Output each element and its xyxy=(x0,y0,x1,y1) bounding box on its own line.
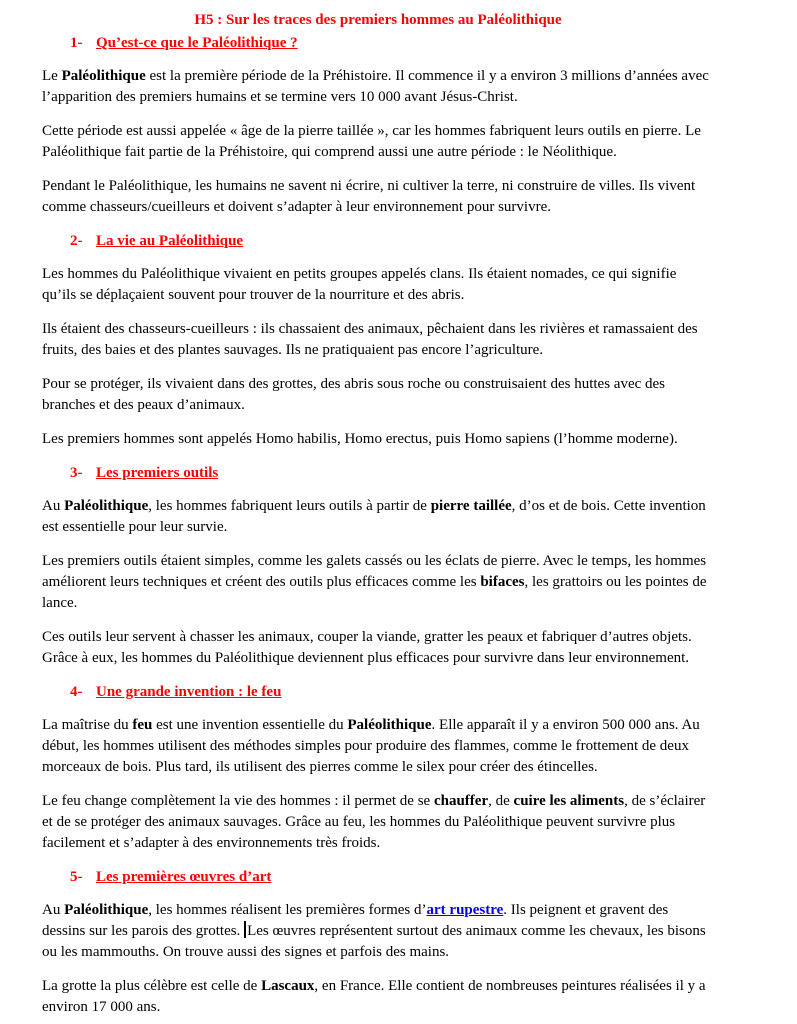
bold-text: bifaces xyxy=(480,574,525,590)
paragraph xyxy=(42,429,714,450)
bold-text: cuire les aliments xyxy=(513,793,625,809)
body-text: Les premiers outils étaient simples, comme les galets cassés ou les éclats de pierre. Avec le temps, les hommes améliorent leurs techniques et créent des outils plus efficaces comme les xyxy=(42,553,707,590)
body-text: . Elle apparaît il y a environ 500 000 ans. Au début, les hommes utilisent des méthodes simples pour produire des flammes, comme le frottement de deux morceaux de bois. Plus tard, ils utilisent des pierres comme le silex pour créer des étincelles. xyxy=(42,717,700,775)
body-text: Au xyxy=(42,498,65,514)
body-text: est la première période de la Préhistoire. Il commence il y a environ 3 millions d’années avec l’apparition des premiers humains et se termine vers 10 000 avant Jésus-Christ. xyxy=(42,68,709,105)
section-heading-4 xyxy=(42,682,714,703)
body-text: , de xyxy=(488,793,514,809)
paragraph xyxy=(42,715,714,778)
body-text: , en France. Elle contient de nombreuses peintures réalisées il y a environ 17 000 ans. xyxy=(42,978,706,1015)
bold-text: chauffer xyxy=(433,793,489,809)
section-title: Les premières œuvres d’art xyxy=(96,869,272,885)
body-text: Ils étaient des chasseurs-cueilleurs : ils chassaient des animaux, pêchaient dans les rivières et ramassaient des fruits, des baies et des plantes sauvages. Ils ne pratiquaient pas encore l’agriculture. xyxy=(42,321,698,358)
paragraph xyxy=(42,374,714,416)
bold-text: feu xyxy=(132,717,153,733)
section-number: 4- xyxy=(70,684,83,700)
section-number: 3- xyxy=(70,465,83,481)
bold-text: Paléolithique xyxy=(347,717,432,733)
body-text: , d’os et de bois. Cette invention est essentielle pour leur survie. xyxy=(42,498,706,535)
body-text: , les grattoirs ou les pointes de lance. xyxy=(42,574,707,611)
body-text: Le feu change complètement la vie des hommes : il permet de se xyxy=(42,793,434,809)
section-title: Qu’est-ce que le Paléolithique ? xyxy=(96,35,298,51)
section-number: 1- xyxy=(70,35,83,51)
document-body xyxy=(42,33,714,1018)
bold-text: Lascaux xyxy=(261,978,315,994)
text-cursor xyxy=(244,921,246,938)
art-rupestre-link[interactable]: art rupestre xyxy=(426,902,504,918)
paragraph xyxy=(42,121,714,163)
section-heading-1 xyxy=(42,33,714,54)
body-text: Cette période est aussi appelée « âge de la pierre taillée », car les hommes fabriquent leurs outils en pierre. Le Paléolithique fait partie de la Préhistoire, qui comprend aussi une autre période : le Néolithique. xyxy=(42,123,701,160)
body-text: Au xyxy=(42,902,65,918)
body-text: . Ils peignent et gravent des dessins sur les parois des grottes. xyxy=(42,902,669,939)
bold-text: Paléolithique xyxy=(64,498,149,514)
body-text: Pendant le Paléolithique, les humains ne savent ni écrire, ni cultiver la terre, ni construire de villes. Ils vivent comme chasseurs/cueilleurs et doivent s’adapter à leur environnement pour survivre. xyxy=(42,178,696,215)
body-text: Pour se protéger, ils vivaient dans des grottes, des abris sous roche ou construisaient des huttes avec des branches et des peaux d’animaux. xyxy=(42,376,666,413)
bold-text: Paléolithique xyxy=(64,902,149,918)
document-title: H5 : Sur les traces des premiers hommes au Paléolithique xyxy=(194,12,562,28)
paragraph xyxy=(42,551,714,614)
bold-text: Paléolithique xyxy=(61,68,146,84)
body-text: Les œuvres représentent surtout des animaux comme les chevaux, les bisons ou les mammouths. On trouve aussi des signes et parfois des mains. xyxy=(42,923,706,960)
paragraph xyxy=(42,976,714,1018)
body-text: Les hommes du Paléolithique vivaient en petits groupes appelés clans. Ils étaient nomades, ce qui signifie qu’ils se déplaçaient souvent pour trouver de la nourriture et des abris. xyxy=(42,266,677,303)
paragraph xyxy=(42,176,714,218)
section-number: 5- xyxy=(70,869,83,885)
body-text: La maîtrise du xyxy=(42,717,133,733)
paragraph xyxy=(42,627,714,669)
paragraph xyxy=(42,496,714,538)
body-text: , de s’éclairer et de se protéger des animaux sauvages. Grâce au feu, les hommes du Paléolithique peuvent survivre plus facilement et s’adapter à des environnements très froids. xyxy=(42,793,706,851)
paragraph xyxy=(42,264,714,306)
bold-text: pierre taillée xyxy=(430,498,512,514)
paragraph xyxy=(42,791,714,854)
body-text: , les hommes fabriquent leurs outils à partir de xyxy=(148,498,431,514)
section-heading-5 xyxy=(42,867,714,888)
body-text: est une invention essentielle du xyxy=(152,717,348,733)
section-number: 2- xyxy=(70,233,83,249)
body-text: , les hommes réalisent les premières formes d’ xyxy=(148,902,427,918)
body-text: La grotte la plus célèbre est celle de xyxy=(42,978,262,994)
body-text: Les premiers hommes sont appelés Homo habilis, Homo erectus, puis Homo sapiens (l’homme moderne). xyxy=(42,431,678,447)
section-title: Les premiers outils xyxy=(96,465,219,481)
section-heading-3 xyxy=(42,463,714,484)
paragraph xyxy=(42,66,714,108)
section-heading-2 xyxy=(42,231,714,252)
section-title: Une grande invention : le feu xyxy=(96,684,282,700)
paragraph xyxy=(42,900,714,963)
body-text: Ces outils leur servent à chasser les animaux, couper la viande, gratter les peaux et fabriquer d’autres objets. Grâce à eux, les hommes du Paléolithique deviennent plus efficaces pour survivre dans leur environnement. xyxy=(42,629,692,666)
section-title: La vie au Paléolithique xyxy=(96,233,244,249)
paragraph xyxy=(42,319,714,361)
body-text: Le xyxy=(42,68,62,84)
